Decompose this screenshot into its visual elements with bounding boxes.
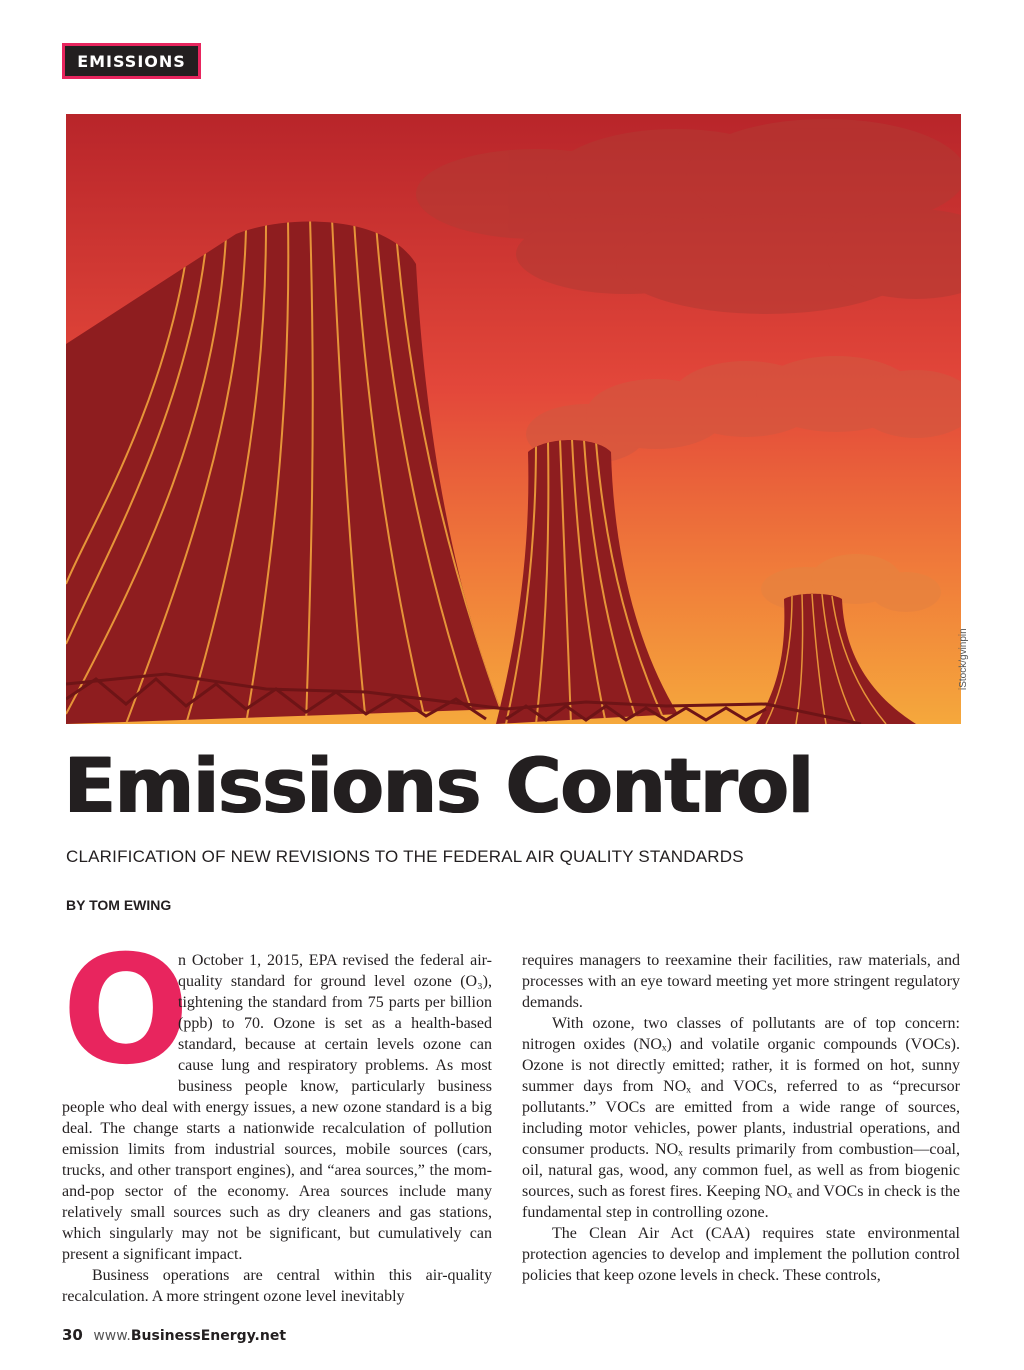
url-prefix: www. — [93, 1328, 131, 1344]
article-title: Emissions Control — [64, 741, 813, 830]
paragraph: With ozone, two classes of pollutants are of top concern: nitrogen oxides (NOₓ) and volatile organic compounds (VOCs). Ozone is not directly emitted; rather, it is formed on hot, sunny summer days from NOₓ and VOCs, referred to as “precursor pollutants.” VOCs are emitted from a wide range of sources, including motor vehicles, power plants, industrial operations, and consumer products. NOₓ results primarily from combustion—coal, oil, natural gas, wood, any common fuel, as well as from biogenic sources, such as forest fires. Keeping NOₓ and VOCs in check is the fundamental step in controlling ozone. — [522, 1015, 960, 1221]
website-link[interactable] — [93, 1328, 286, 1344]
paragraph: requires managers to reexamine their facilities, raw materials, and processes with an eye toward meeting yet more stringent regulatory demands. — [522, 952, 960, 1011]
section-tag: EMISSIONS — [62, 43, 201, 79]
paragraph: n October 1, 2015, EPA revised the federal air-quality standard for ground level ozone (O₃), tightening the standard from 75 parts per billion (ppb) to 70. Ozone is set as a health-based standard, because at certain levels ozone can cause lung and respiratory problems. As most business people know, particularly business people who deal with energy issues, a new ozone standard is a big deal. The change starts a nationwide recalculation of pollution emission limits from industrial sources, mobile sources (cars, trucks, and other transport engines), and “area sources,” the mom-and-pop sector of the economy. Area sources include many relatively small sources such as dry cleaners and gas stations, which singularly may not be significant, but cumulatively can present a significant impact. — [62, 952, 492, 1263]
article-column-1 — [62, 924, 492, 1307]
page-number: 30 — [62, 1326, 83, 1344]
article-subtitle: CLARIFICATION OF NEW REVISIONS TO THE FEDERAL AIR QUALITY STANDARDS — [66, 847, 744, 866]
byline: BY TOM EWING — [66, 897, 172, 913]
drop-cap: O — [62, 924, 190, 1098]
photo-credit: iStock/gvinpin — [958, 628, 969, 690]
article-column-2 — [522, 950, 960, 1286]
paragraph: The Clean Air Act (CAA) requires state environmental protection agencies to develop and implement the pollution control policies that keep ozone levels in check. These controls, — [522, 1225, 960, 1284]
url-domain: BusinessEnergy.net — [130, 1328, 287, 1344]
paragraph: Business operations are central within this air-quality recalculation. A more stringent ozone level inevitably — [62, 1267, 492, 1305]
page-footer — [62, 1326, 286, 1344]
cooling-towers-illustration — [66, 114, 961, 724]
